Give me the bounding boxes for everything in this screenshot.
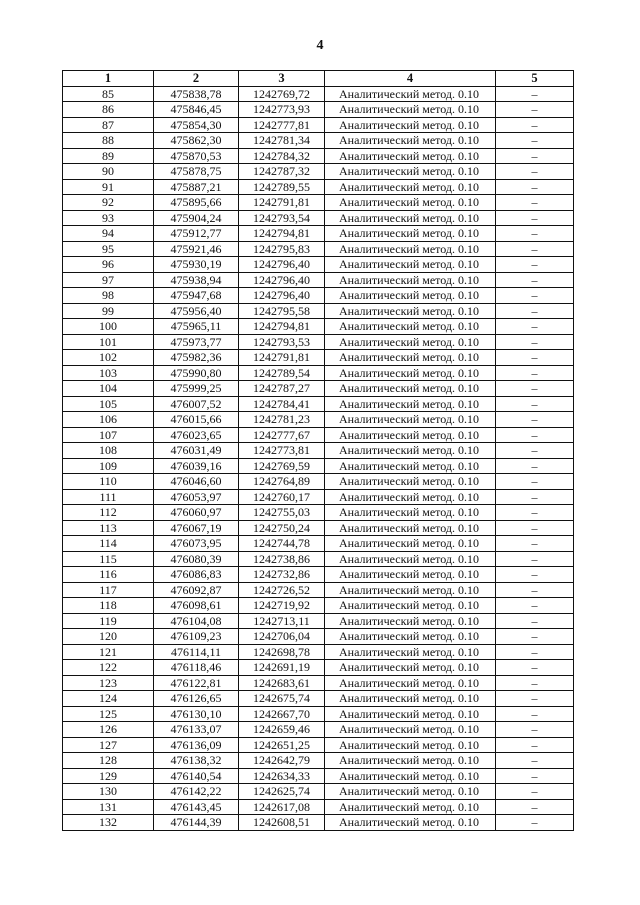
point-number-cell: 128	[63, 753, 154, 769]
y-coordinate-cell: 1242659,46	[239, 722, 325, 738]
method-accuracy-cell: Аналитический метод. 0.10	[325, 272, 496, 288]
table-row	[63, 133, 574, 149]
method-accuracy-cell: Аналитический метод. 0.10	[325, 706, 496, 722]
x-coordinate-cell: 476130,10	[154, 706, 239, 722]
note-cell: –	[496, 226, 574, 242]
point-number-cell: 93	[63, 210, 154, 226]
point-number-cell: 89	[63, 148, 154, 164]
method-accuracy-cell: Аналитический метод. 0.10	[325, 489, 496, 505]
note-cell: –	[496, 660, 574, 676]
point-number-cell: 104	[63, 381, 154, 397]
table-row	[63, 551, 574, 567]
point-number-cell: 131	[63, 799, 154, 815]
y-coordinate-cell: 1242793,54	[239, 210, 325, 226]
y-coordinate-cell: 1242617,08	[239, 799, 325, 815]
y-coordinate-cell: 1242675,74	[239, 691, 325, 707]
note-cell: –	[496, 195, 574, 211]
x-coordinate-cell: 475904,24	[154, 210, 239, 226]
x-coordinate-cell: 476039,16	[154, 458, 239, 474]
method-accuracy-cell: Аналитический метод. 0.10	[325, 613, 496, 629]
method-accuracy-cell: Аналитический метод. 0.10	[325, 567, 496, 583]
x-coordinate-cell: 476023,65	[154, 427, 239, 443]
method-accuracy-cell: Аналитический метод. 0.10	[325, 334, 496, 350]
point-number-cell: 130	[63, 784, 154, 800]
table-row	[63, 799, 574, 815]
y-coordinate-cell: 1242764,89	[239, 474, 325, 490]
table-row	[63, 427, 574, 443]
table-row	[63, 784, 574, 800]
x-coordinate-cell: 475999,25	[154, 381, 239, 397]
table-row	[63, 458, 574, 474]
table-row	[63, 319, 574, 335]
table-row	[63, 753, 574, 769]
note-cell: –	[496, 613, 574, 629]
y-coordinate-cell: 1242787,27	[239, 381, 325, 397]
point-number-cell: 115	[63, 551, 154, 567]
y-coordinate-cell: 1242796,40	[239, 272, 325, 288]
note-cell: –	[496, 722, 574, 738]
note-cell: –	[496, 303, 574, 319]
point-number-cell: 103	[63, 365, 154, 381]
y-coordinate-cell: 1242795,58	[239, 303, 325, 319]
y-coordinate-cell: 1242625,74	[239, 784, 325, 800]
y-coordinate-cell: 1242698,78	[239, 644, 325, 660]
note-cell: –	[496, 334, 574, 350]
method-accuracy-cell: Аналитический метод. 0.10	[325, 365, 496, 381]
point-number-cell: 113	[63, 520, 154, 536]
table-row	[63, 148, 574, 164]
y-coordinate-cell: 1242796,40	[239, 257, 325, 273]
method-accuracy-cell: Аналитический метод. 0.10	[325, 768, 496, 784]
method-accuracy-cell: Аналитический метод. 0.10	[325, 117, 496, 133]
y-coordinate-cell: 1242784,41	[239, 396, 325, 412]
method-accuracy-cell: Аналитический метод. 0.10	[325, 381, 496, 397]
point-number-cell: 88	[63, 133, 154, 149]
note-cell: –	[496, 210, 574, 226]
table-row	[63, 257, 574, 273]
point-number-cell: 96	[63, 257, 154, 273]
note-cell: –	[496, 644, 574, 660]
method-accuracy-cell: Аналитический метод. 0.10	[325, 784, 496, 800]
y-coordinate-cell: 1242794,81	[239, 226, 325, 242]
method-accuracy-cell: Аналитический метод. 0.10	[325, 288, 496, 304]
note-cell: –	[496, 458, 574, 474]
table-row	[63, 396, 574, 412]
x-coordinate-cell: 475912,77	[154, 226, 239, 242]
point-number-cell: 120	[63, 629, 154, 645]
method-accuracy-cell: Аналитический метод. 0.10	[325, 629, 496, 645]
method-accuracy-cell: Аналитический метод. 0.10	[325, 799, 496, 815]
table-row	[63, 629, 574, 645]
table-row	[63, 102, 574, 118]
y-coordinate-cell: 1242769,72	[239, 86, 325, 102]
column-header: 2	[154, 71, 239, 87]
column-header: 1	[63, 71, 154, 87]
x-coordinate-cell: 476086,83	[154, 567, 239, 583]
y-coordinate-cell: 1242791,81	[239, 350, 325, 366]
method-accuracy-cell: Аналитический метод. 0.10	[325, 427, 496, 443]
method-accuracy-cell: Аналитический метод. 0.10	[325, 396, 496, 412]
x-coordinate-cell: 475990,80	[154, 365, 239, 381]
method-accuracy-cell: Аналитический метод. 0.10	[325, 722, 496, 738]
note-cell: –	[496, 706, 574, 722]
x-coordinate-cell: 476143,45	[154, 799, 239, 815]
table-row	[63, 660, 574, 676]
point-number-cell: 99	[63, 303, 154, 319]
y-coordinate-cell: 1242667,70	[239, 706, 325, 722]
x-coordinate-cell: 475965,11	[154, 319, 239, 335]
method-accuracy-cell: Аналитический метод. 0.10	[325, 644, 496, 660]
table-row	[63, 365, 574, 381]
point-number-cell: 110	[63, 474, 154, 490]
x-coordinate-cell: 476067,19	[154, 520, 239, 536]
table-row	[63, 412, 574, 428]
x-coordinate-cell: 476015,66	[154, 412, 239, 428]
point-number-cell: 121	[63, 644, 154, 660]
y-coordinate-cell: 1242795,83	[239, 241, 325, 257]
x-coordinate-cell: 475846,45	[154, 102, 239, 118]
method-accuracy-cell: Аналитический метод. 0.10	[325, 412, 496, 428]
coordinates-table	[62, 70, 574, 831]
note-cell: –	[496, 582, 574, 598]
note-cell: –	[496, 350, 574, 366]
method-accuracy-cell: Аналитический метод. 0.10	[325, 474, 496, 490]
y-coordinate-cell: 1242713,11	[239, 613, 325, 629]
y-coordinate-cell: 1242773,93	[239, 102, 325, 118]
x-coordinate-cell: 475895,66	[154, 195, 239, 211]
x-coordinate-cell: 476104,08	[154, 613, 239, 629]
point-number-cell: 124	[63, 691, 154, 707]
note-cell: –	[496, 567, 574, 583]
note-cell: –	[496, 365, 574, 381]
y-coordinate-cell: 1242760,17	[239, 489, 325, 505]
y-coordinate-cell: 1242794,81	[239, 319, 325, 335]
point-number-cell: 117	[63, 582, 154, 598]
x-coordinate-cell: 476073,95	[154, 536, 239, 552]
table-row	[63, 86, 574, 102]
point-number-cell: 106	[63, 412, 154, 428]
method-accuracy-cell: Аналитический метод. 0.10	[325, 195, 496, 211]
method-accuracy-cell: Аналитический метод. 0.10	[325, 102, 496, 118]
point-number-cell: 116	[63, 567, 154, 583]
x-coordinate-cell: 475956,40	[154, 303, 239, 319]
point-number-cell: 129	[63, 768, 154, 784]
x-coordinate-cell: 476126,65	[154, 691, 239, 707]
method-accuracy-cell: Аналитический метод. 0.10	[325, 551, 496, 567]
table-row	[63, 737, 574, 753]
note-cell: –	[496, 489, 574, 505]
note-cell: –	[496, 443, 574, 459]
table-row	[63, 443, 574, 459]
table-row	[63, 303, 574, 319]
table-row	[63, 210, 574, 226]
method-accuracy-cell: Аналитический метод. 0.10	[325, 520, 496, 536]
note-cell: –	[496, 427, 574, 443]
table-row	[63, 474, 574, 490]
table-row	[63, 520, 574, 536]
point-number-cell: 125	[63, 706, 154, 722]
x-coordinate-cell: 476144,39	[154, 815, 239, 831]
note-cell: –	[496, 319, 574, 335]
y-coordinate-cell: 1242777,81	[239, 117, 325, 133]
method-accuracy-cell: Аналитический метод. 0.10	[325, 582, 496, 598]
point-number-cell: 122	[63, 660, 154, 676]
point-number-cell: 100	[63, 319, 154, 335]
note-cell: –	[496, 241, 574, 257]
method-accuracy-cell: Аналитический метод. 0.10	[325, 675, 496, 691]
note-cell: –	[496, 768, 574, 784]
table-row	[63, 691, 574, 707]
method-accuracy-cell: Аналитический метод. 0.10	[325, 257, 496, 273]
note-cell: –	[496, 412, 574, 428]
x-coordinate-cell: 476133,07	[154, 722, 239, 738]
y-coordinate-cell: 1242732,86	[239, 567, 325, 583]
table-row	[63, 489, 574, 505]
note-cell: –	[496, 598, 574, 614]
method-accuracy-cell: Аналитический метод. 0.10	[325, 148, 496, 164]
note-cell: –	[496, 474, 574, 490]
note-cell: –	[496, 520, 574, 536]
point-number-cell: 111	[63, 489, 154, 505]
method-accuracy-cell: Аналитический метод. 0.10	[325, 505, 496, 521]
table-row	[63, 381, 574, 397]
table-row	[63, 334, 574, 350]
table-row	[63, 598, 574, 614]
y-coordinate-cell: 1242726,52	[239, 582, 325, 598]
y-coordinate-cell: 1242769,59	[239, 458, 325, 474]
note-cell: –	[496, 272, 574, 288]
y-coordinate-cell: 1242651,25	[239, 737, 325, 753]
note-cell: –	[496, 257, 574, 273]
method-accuracy-cell: Аналитический метод. 0.10	[325, 319, 496, 335]
point-number-cell: 107	[63, 427, 154, 443]
x-coordinate-cell: 476060,97	[154, 505, 239, 521]
table-row	[63, 613, 574, 629]
table-header-row	[63, 71, 574, 87]
method-accuracy-cell: Аналитический метод. 0.10	[325, 210, 496, 226]
y-coordinate-cell: 1242738,86	[239, 551, 325, 567]
x-coordinate-cell: 475973,77	[154, 334, 239, 350]
note-cell: –	[496, 691, 574, 707]
table-row	[63, 582, 574, 598]
note-cell: –	[496, 815, 574, 831]
x-coordinate-cell: 475887,21	[154, 179, 239, 195]
table-row	[63, 505, 574, 521]
point-number-cell: 108	[63, 443, 154, 459]
column-header: 4	[325, 71, 496, 87]
x-coordinate-cell: 476109,23	[154, 629, 239, 645]
method-accuracy-cell: Аналитический метод. 0.10	[325, 164, 496, 180]
y-coordinate-cell: 1242744,78	[239, 536, 325, 552]
x-coordinate-cell: 476053,97	[154, 489, 239, 505]
y-coordinate-cell: 1242796,40	[239, 288, 325, 304]
note-cell: –	[496, 102, 574, 118]
x-coordinate-cell: 476142,22	[154, 784, 239, 800]
y-coordinate-cell: 1242608,51	[239, 815, 325, 831]
note-cell: –	[496, 753, 574, 769]
table-row	[63, 241, 574, 257]
method-accuracy-cell: Аналитический метод. 0.10	[325, 458, 496, 474]
table-row	[63, 195, 574, 211]
point-number-cell: 101	[63, 334, 154, 350]
point-number-cell: 91	[63, 179, 154, 195]
x-coordinate-cell: 476098,61	[154, 598, 239, 614]
note-cell: –	[496, 381, 574, 397]
note-cell: –	[496, 737, 574, 753]
point-number-cell: 123	[63, 675, 154, 691]
x-coordinate-cell: 475838,78	[154, 86, 239, 102]
y-coordinate-cell: 1242787,32	[239, 164, 325, 180]
y-coordinate-cell: 1242642,79	[239, 753, 325, 769]
method-accuracy-cell: Аналитический метод. 0.10	[325, 691, 496, 707]
point-number-cell: 118	[63, 598, 154, 614]
y-coordinate-cell: 1242634,33	[239, 768, 325, 784]
method-accuracy-cell: Аналитический метод. 0.10	[325, 660, 496, 676]
table-row	[63, 675, 574, 691]
x-coordinate-cell: 476122,81	[154, 675, 239, 691]
table-row	[63, 117, 574, 133]
x-coordinate-cell: 476046,60	[154, 474, 239, 490]
x-coordinate-cell: 475938,94	[154, 272, 239, 288]
x-coordinate-cell: 475982,36	[154, 350, 239, 366]
x-coordinate-cell: 475878,75	[154, 164, 239, 180]
x-coordinate-cell: 476140,54	[154, 768, 239, 784]
table-row	[63, 350, 574, 366]
y-coordinate-cell: 1242781,34	[239, 133, 325, 149]
method-accuracy-cell: Аналитический метод. 0.10	[325, 86, 496, 102]
y-coordinate-cell: 1242719,92	[239, 598, 325, 614]
x-coordinate-cell: 475870,53	[154, 148, 239, 164]
table-row	[63, 815, 574, 831]
note-cell: –	[496, 396, 574, 412]
point-number-cell: 86	[63, 102, 154, 118]
note-cell: –	[496, 799, 574, 815]
method-accuracy-cell: Аналитический метод. 0.10	[325, 737, 496, 753]
x-coordinate-cell: 475862,30	[154, 133, 239, 149]
y-coordinate-cell: 1242755,03	[239, 505, 325, 521]
x-coordinate-cell: 476118,46	[154, 660, 239, 676]
y-coordinate-cell: 1242683,61	[239, 675, 325, 691]
point-number-cell: 92	[63, 195, 154, 211]
table-row	[63, 722, 574, 738]
note-cell: –	[496, 675, 574, 691]
x-coordinate-cell: 475930,19	[154, 257, 239, 273]
y-coordinate-cell: 1242750,24	[239, 520, 325, 536]
method-accuracy-cell: Аналитический метод. 0.10	[325, 443, 496, 459]
point-number-cell: 119	[63, 613, 154, 629]
note-cell: –	[496, 117, 574, 133]
page-number: 4	[316, 38, 324, 53]
point-number-cell: 90	[63, 164, 154, 180]
note-cell: –	[496, 551, 574, 567]
table-row	[63, 567, 574, 583]
point-number-cell: 109	[63, 458, 154, 474]
point-number-cell: 97	[63, 272, 154, 288]
x-coordinate-cell: 475947,68	[154, 288, 239, 304]
note-cell: –	[496, 86, 574, 102]
y-coordinate-cell: 1242706,04	[239, 629, 325, 645]
y-coordinate-cell: 1242777,67	[239, 427, 325, 443]
method-accuracy-cell: Аналитический метод. 0.10	[325, 226, 496, 242]
x-coordinate-cell: 476092,87	[154, 582, 239, 598]
table-row	[63, 272, 574, 288]
x-coordinate-cell: 475921,46	[154, 241, 239, 257]
table-row	[63, 644, 574, 660]
x-coordinate-cell: 476136,09	[154, 737, 239, 753]
y-coordinate-cell: 1242793,53	[239, 334, 325, 350]
point-number-cell: 85	[63, 86, 154, 102]
note-cell: –	[496, 536, 574, 552]
point-number-cell: 132	[63, 815, 154, 831]
table-row	[63, 179, 574, 195]
y-coordinate-cell: 1242789,55	[239, 179, 325, 195]
note-cell: –	[496, 629, 574, 645]
column-header: 3	[239, 71, 325, 87]
point-number-cell: 127	[63, 737, 154, 753]
x-coordinate-cell: 476114,11	[154, 644, 239, 660]
note-cell: –	[496, 133, 574, 149]
table-row	[63, 536, 574, 552]
point-number-cell: 126	[63, 722, 154, 738]
y-coordinate-cell: 1242781,23	[239, 412, 325, 428]
point-number-cell: 87	[63, 117, 154, 133]
column-header: 5	[496, 71, 574, 87]
x-coordinate-cell: 476080,39	[154, 551, 239, 567]
y-coordinate-cell: 1242791,81	[239, 195, 325, 211]
method-accuracy-cell: Аналитический метод. 0.10	[325, 815, 496, 831]
method-accuracy-cell: Аналитический метод. 0.10	[325, 536, 496, 552]
note-cell: –	[496, 288, 574, 304]
point-number-cell: 95	[63, 241, 154, 257]
point-number-cell: 112	[63, 505, 154, 521]
note-cell: –	[496, 784, 574, 800]
x-coordinate-cell: 476031,49	[154, 443, 239, 459]
method-accuracy-cell: Аналитический метод. 0.10	[325, 241, 496, 257]
method-accuracy-cell: Аналитический метод. 0.10	[325, 753, 496, 769]
method-accuracy-cell: Аналитический метод. 0.10	[325, 133, 496, 149]
y-coordinate-cell: 1242789,54	[239, 365, 325, 381]
table-body	[63, 86, 574, 830]
table-row	[63, 706, 574, 722]
x-coordinate-cell: 476007,52	[154, 396, 239, 412]
x-coordinate-cell: 476138,32	[154, 753, 239, 769]
note-cell: –	[496, 179, 574, 195]
method-accuracy-cell: Аналитический метод. 0.10	[325, 350, 496, 366]
point-number-cell: 105	[63, 396, 154, 412]
point-number-cell: 102	[63, 350, 154, 366]
method-accuracy-cell: Аналитический метод. 0.10	[325, 179, 496, 195]
table-row	[63, 164, 574, 180]
note-cell: –	[496, 164, 574, 180]
y-coordinate-cell: 1242691,19	[239, 660, 325, 676]
point-number-cell: 94	[63, 226, 154, 242]
method-accuracy-cell: Аналитический метод. 0.10	[325, 598, 496, 614]
point-number-cell: 114	[63, 536, 154, 552]
x-coordinate-cell: 475854,30	[154, 117, 239, 133]
note-cell: –	[496, 148, 574, 164]
method-accuracy-cell: Аналитический метод. 0.10	[325, 303, 496, 319]
table-row	[63, 288, 574, 304]
y-coordinate-cell: 1242784,32	[239, 148, 325, 164]
y-coordinate-cell: 1242773,81	[239, 443, 325, 459]
point-number-cell: 98	[63, 288, 154, 304]
table-row	[63, 226, 574, 242]
note-cell: –	[496, 505, 574, 521]
table-row	[63, 768, 574, 784]
